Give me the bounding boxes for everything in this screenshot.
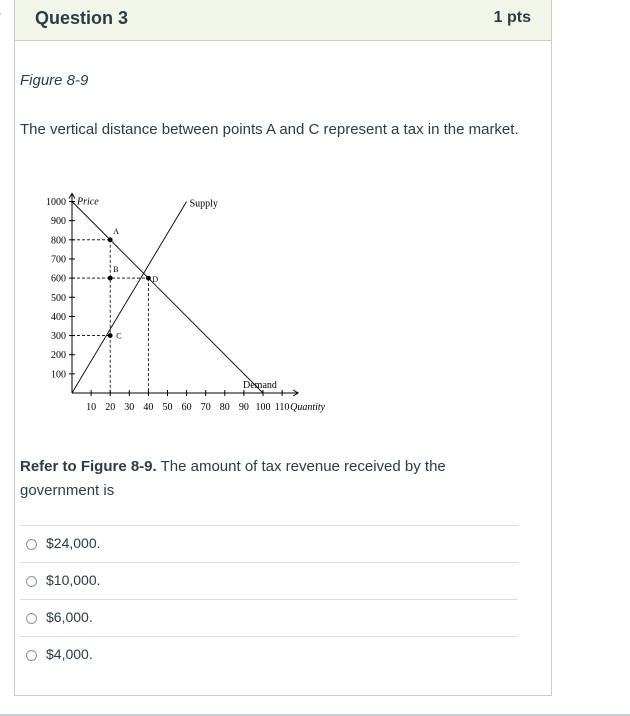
- figure-chart: [20, 185, 340, 420]
- answer-option[interactable]: [20, 525, 518, 562]
- x-tick-label: 50: [162, 402, 173, 413]
- prompt-text: The amount of tax revenue received by the government is: [20, 458, 446, 499]
- x-tick-label: 30: [124, 402, 135, 413]
- question-prompt: [20, 455, 510, 503]
- answer-label[interactable]: $6,000.: [46, 609, 93, 625]
- answer-list: [20, 525, 518, 673]
- y-tick-label: 500: [51, 292, 66, 304]
- figure-reference: Refer to Figure 8-9.: [20, 458, 157, 475]
- x-tick-label: 110: [274, 402, 290, 413]
- answer-label[interactable]: $24,000.: [46, 535, 101, 551]
- x-tick-label: 90: [238, 402, 249, 413]
- answer-option[interactable]: [20, 562, 518, 599]
- x-tick-label: 20: [105, 402, 116, 413]
- answer-label[interactable]: $10,000.: [46, 572, 101, 588]
- radio-button[interactable]: [26, 576, 37, 587]
- series-line-demand: [72, 202, 263, 394]
- answer-option[interactable]: [20, 599, 518, 636]
- y-tick-label: 100: [51, 369, 66, 381]
- answer-option[interactable]: [20, 636, 518, 673]
- point-a: [108, 237, 113, 242]
- x-axis-label: Quantity: [290, 402, 326, 413]
- x-tick-label: 70: [200, 402, 211, 413]
- y-tick-label: 300: [51, 331, 66, 343]
- y-tick-label: 800: [51, 235, 66, 247]
- point-label-c: C: [116, 331, 122, 341]
- question-header: [15, 0, 551, 41]
- radio-button[interactable]: [26, 650, 37, 661]
- y-tick-label: 200: [51, 350, 66, 362]
- y-tick-label: 400: [51, 311, 66, 323]
- point-c: [108, 333, 113, 338]
- question-points: 1 pts: [493, 9, 531, 26]
- x-tick-label: 40: [143, 402, 154, 413]
- series-line-supply: [72, 202, 187, 394]
- x-tick-label: 60: [181, 402, 192, 413]
- point-label-b: B: [113, 265, 119, 275]
- point-label-d: D: [152, 275, 159, 285]
- y-tick-label: 900: [51, 216, 66, 228]
- x-tick-label: 100: [255, 402, 271, 413]
- question-stem-intro: The vertical distance between points A and C represent a tax in the market.: [20, 121, 519, 138]
- x-tick-label: 80: [219, 402, 230, 413]
- question-title: Question 3: [35, 8, 129, 28]
- figure-caption: Figure 8-9: [20, 72, 89, 89]
- collapse-chevron-icon[interactable]: [0, 5, 10, 23]
- x-tick-label: 10: [86, 402, 97, 413]
- chart-svg: [20, 185, 340, 420]
- y-tick-label: 600: [51, 273, 66, 285]
- radio-button[interactable]: [26, 539, 37, 550]
- supply-label: Supply: [189, 198, 218, 210]
- y-axis-label: Price: [77, 196, 99, 208]
- radio-button[interactable]: [26, 613, 37, 624]
- y-tick-label: 700: [51, 254, 66, 266]
- point-d: [146, 276, 151, 281]
- y-tick-label: 1000: [46, 197, 66, 208]
- demand-label: Demand: [243, 380, 277, 391]
- point-label-a: A: [113, 226, 119, 236]
- answer-label[interactable]: $4,000.: [46, 646, 93, 662]
